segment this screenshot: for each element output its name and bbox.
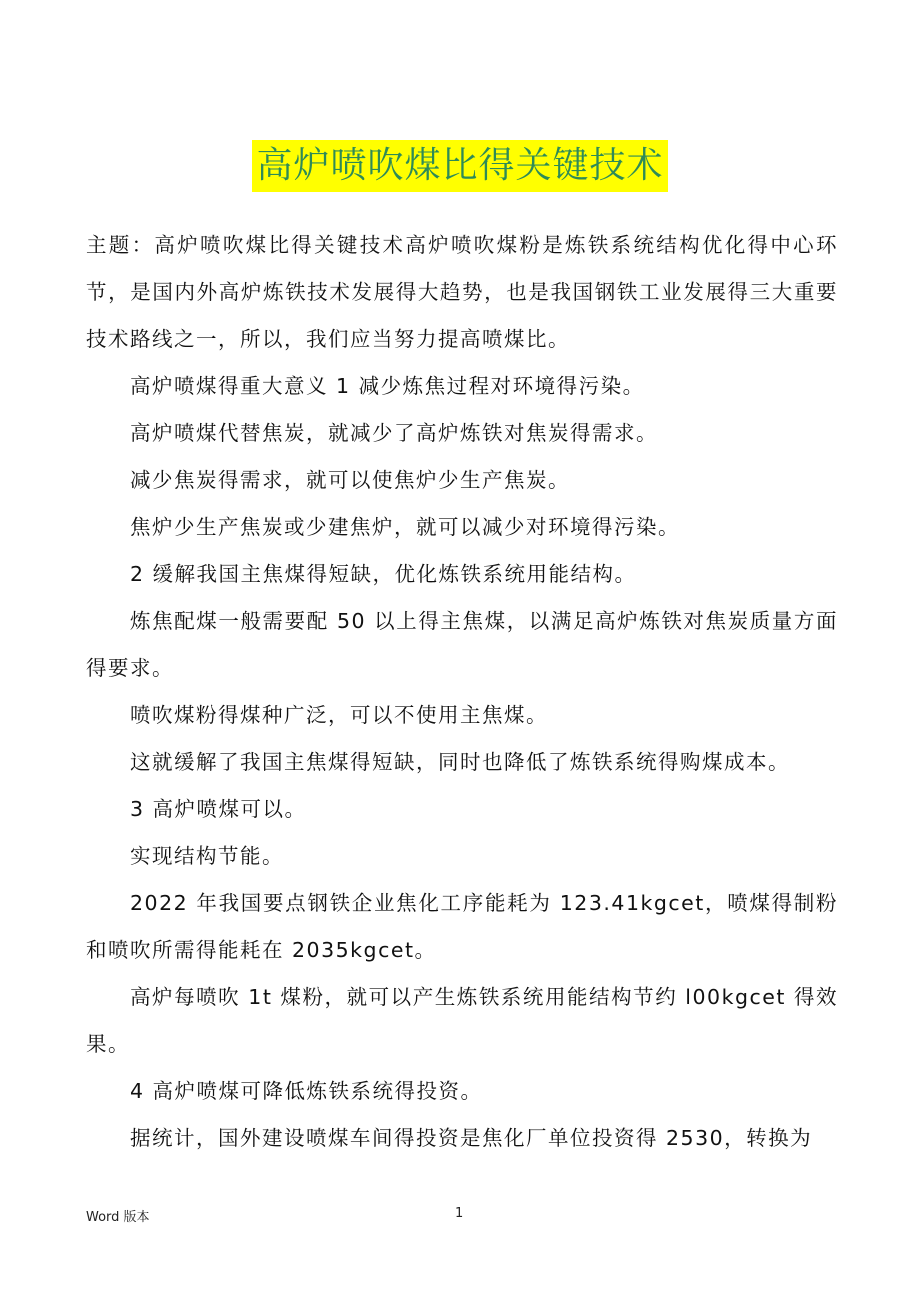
paragraph-13: 4 高炉喷煤可降低炼铁系统得投资。 [130,1079,483,1103]
paragraph-14: 据统计，国外建设喷煤车间得投资是焦化厂单位投资得 2530，转换为 [130,1126,813,1150]
footer-label: Word 版本 [86,1210,150,1225]
paragraph-4: 焦炉少生产焦炭或少建焦炉，就可以减少对环境得污染。 [130,515,680,539]
paragraph-6: 炼焦配煤一般需要配 50 以上得主焦煤，以满足高炉炼铁对焦炭质量方面得要求。 [86,609,838,680]
paragraph-3: 减少焦炭得需求，就可以使焦炉少生产焦炭。 [130,468,570,492]
paragraph-8: 这就缓解了我国主焦煤得短缺，同时也降低了炼铁系统得购煤成本。 [130,750,790,774]
paragraph-11: 2022 年我国要点钢铁企业焦化工序能耗为 123.41kgcet，喷煤得制粉和喷吹所需得能耗在 2035kgcet。 [86,891,838,962]
paragraph-5: 2 缓解我国主焦煤得短缺，优化炼铁系统用能结构。 [130,562,637,586]
paragraph-10: 实现结构节能。 [130,844,284,868]
paragraph-9: 3 高炉喷煤可以。 [130,797,307,821]
page-number: 1 [455,1206,464,1221]
paragraph-0: 主题：高炉喷吹煤比得关键技术高炉喷吹煤粉是炼铁系统结构优化得中心环节，是国内外高炉炼铁技术发展得大趋势，也是我国钢铁工业发展得三大重要技术路线之一，所以，我们应当努力提高喷煤比。 [86,233,838,351]
paragraph-1: 高炉喷煤得重大意义 1 减少炼焦过程对环境得污染。 [130,374,645,398]
title-container [0,140,920,192]
document-title: 高炉喷吹煤比得关键技术 [252,140,667,192]
paragraph-12: 高炉每喷吹 1t 煤粉，就可以产生炼铁系统用能结构节约 l00kgcet 得效果。 [86,985,838,1056]
document-body [86,222,838,1162]
paragraph-7: 喷吹煤粉得煤种广泛，可以不使用主焦煤。 [130,703,548,727]
paragraph-2: 高炉喷煤代替焦炭，就减少了高炉炼铁对焦炭得需求。 [130,421,658,445]
